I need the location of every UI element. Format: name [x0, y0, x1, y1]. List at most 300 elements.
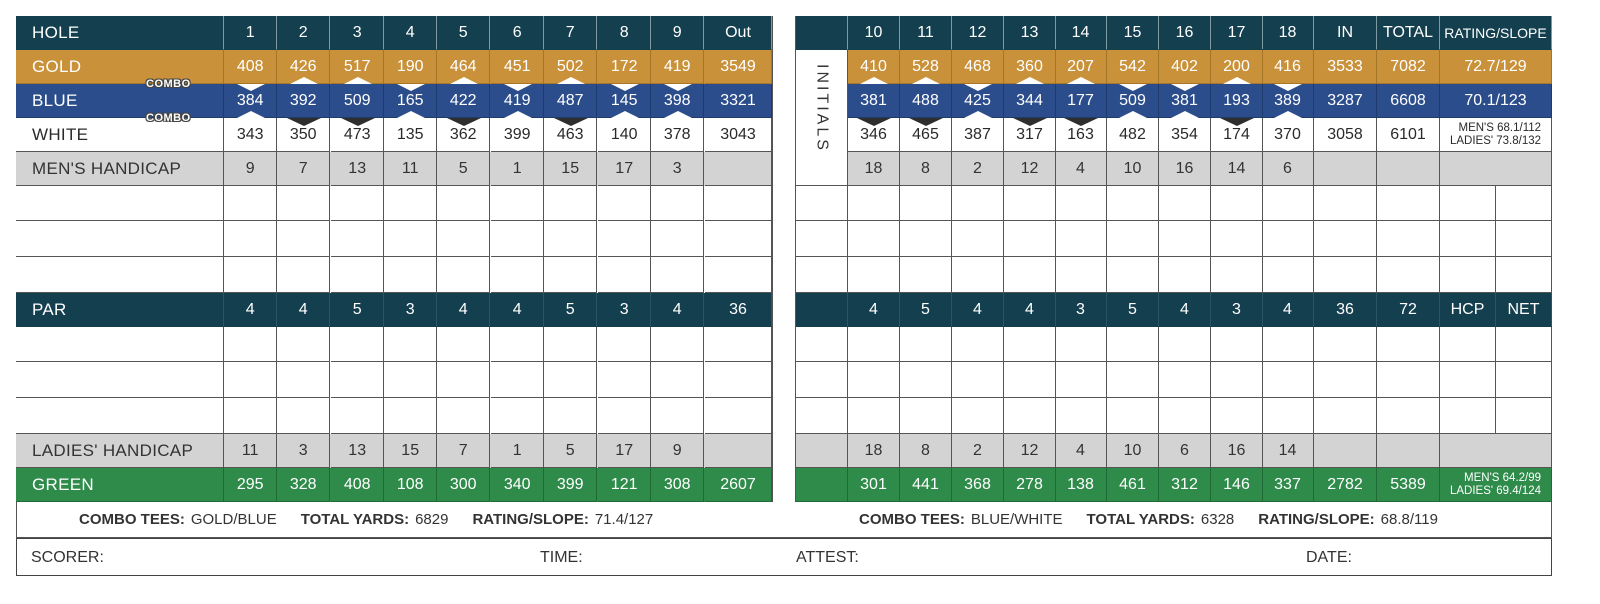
combo-blue-marker-icon	[964, 84, 992, 91]
hole-cell: 5	[544, 434, 597, 468]
hole-cell: 3	[1055, 293, 1107, 327]
combo-blue-marker-icon	[1274, 84, 1302, 91]
score-input[interactable]	[1055, 362, 1107, 398]
initials-input[interactable]	[796, 362, 848, 398]
score-input[interactable]	[331, 186, 384, 221]
player-name-field[interactable]	[16, 398, 224, 434]
player-name-field[interactable]	[16, 362, 224, 398]
score-input[interactable]	[651, 362, 704, 398]
score-input[interactable]	[331, 257, 384, 293]
score-input[interactable]	[1107, 257, 1159, 293]
score-input[interactable]	[224, 221, 277, 257]
signature-row	[16, 538, 1552, 576]
combo-info-back	[859, 511, 1462, 528]
score-input[interactable]	[1004, 221, 1056, 257]
hole-cell: 360	[1004, 50, 1056, 84]
combo-blue-marker-icon	[611, 111, 639, 118]
time-field[interactable]: TIME:	[540, 549, 583, 566]
hole-cell: 346	[848, 118, 900, 152]
score-input[interactable]	[900, 186, 952, 221]
hole-cell: 12	[952, 16, 1004, 50]
hole-cell: 145	[598, 84, 651, 118]
grand-total-input[interactable]	[1377, 186, 1440, 221]
hole-cell: 487	[544, 84, 597, 118]
hole-cell: 381	[1159, 84, 1211, 118]
hole-cell: 4	[437, 293, 490, 327]
hole-cell: 5	[331, 293, 384, 327]
hole-cell: 8	[900, 152, 952, 186]
score-input[interactable]	[1055, 221, 1107, 257]
score-input[interactable]	[384, 398, 437, 434]
rating-slope-header: RATING/SLOPE	[1440, 16, 1552, 50]
combo-blue-marker-icon	[1274, 111, 1302, 118]
score-input[interactable]	[224, 398, 277, 434]
hole-cell: 378	[651, 118, 704, 152]
score-input[interactable]	[1211, 362, 1263, 398]
combo-rs: 71.4/127	[594, 511, 654, 528]
combo-blue-marker-icon	[397, 111, 425, 118]
score-input[interactable]	[1159, 186, 1211, 221]
combo-blue-marker-icon	[1171, 111, 1199, 118]
hcp-input[interactable]	[1440, 186, 1496, 221]
player-name-field[interactable]	[16, 327, 224, 362]
combo-gold-marker-icon	[912, 77, 940, 84]
score-input[interactable]	[598, 362, 651, 398]
score-input[interactable]	[384, 362, 437, 398]
hole-cell: 5	[437, 152, 490, 186]
grand-total-input[interactable]	[1377, 221, 1440, 257]
grand-total-input[interactable]	[1377, 398, 1440, 434]
hole-cell: 165	[384, 84, 437, 118]
date-field[interactable]: DATE:	[1306, 549, 1352, 566]
combo-tees: BLUE/WHITE	[970, 511, 1063, 528]
hole-cell: 10	[848, 16, 900, 50]
row-label: GOLD	[16, 50, 224, 84]
net-input[interactable]	[1496, 362, 1552, 398]
in-total-input[interactable]	[1314, 327, 1377, 362]
score-input[interactable]	[1107, 362, 1159, 398]
hole-cell: 295	[224, 468, 277, 502]
score-input[interactable]	[1055, 327, 1107, 362]
out-cell: 2607	[705, 468, 772, 502]
hole-cell: 461	[1107, 468, 1159, 502]
combo-blue-marker-icon	[504, 84, 532, 91]
hole-cell: 14	[1055, 16, 1107, 50]
score-input[interactable]	[1211, 186, 1263, 221]
score-input[interactable]	[1004, 257, 1056, 293]
combo-white-marker-icon	[447, 118, 481, 126]
score-input[interactable]	[1004, 327, 1056, 362]
hole-cell: 408	[224, 50, 277, 84]
score-input[interactable]	[1107, 186, 1159, 221]
score-input[interactable]	[224, 362, 277, 398]
score-input[interactable]	[491, 398, 544, 434]
hole-cell: 350	[277, 118, 330, 152]
hole-cell: 370	[1262, 118, 1314, 152]
initials-input[interactable]	[796, 257, 848, 293]
score-input[interactable]	[224, 327, 277, 362]
hole-cell: 312	[1159, 468, 1211, 502]
score-input[interactable]	[1159, 257, 1211, 293]
hole-cell: 12	[1004, 152, 1056, 186]
hole-cell: 4	[1055, 152, 1107, 186]
hole-cell: 416	[1262, 50, 1314, 84]
hole-cell: 10	[1107, 152, 1159, 186]
hole-cell: 419	[491, 84, 544, 118]
combo-gold-blue-tag: COMBO	[146, 78, 191, 90]
score-input[interactable]	[1159, 327, 1211, 362]
score-input[interactable]	[1262, 221, 1314, 257]
score-input[interactable]	[277, 398, 330, 434]
combo-rs: 68.8/119	[1380, 511, 1438, 528]
combo-rs-label: RATING/SLOPE:	[472, 511, 589, 528]
in-total-input[interactable]	[1314, 398, 1377, 434]
score-input[interactable]	[331, 362, 384, 398]
combo-blue-marker-icon	[504, 111, 532, 118]
hole-cell: 5	[900, 293, 952, 327]
out-cell	[705, 434, 772, 468]
score-input[interactable]	[544, 327, 597, 362]
combo-white-marker-icon	[554, 118, 588, 126]
score-input[interactable]	[544, 398, 597, 434]
score-input[interactable]	[1107, 221, 1159, 257]
score-input[interactable]	[491, 327, 544, 362]
score-input[interactable]	[491, 221, 544, 257]
score-input[interactable]	[848, 362, 900, 398]
hole-cell: 4	[491, 293, 544, 327]
score-input[interactable]	[952, 221, 1004, 257]
score-input[interactable]	[384, 327, 437, 362]
score-input[interactable]	[437, 257, 490, 293]
hole-cell: 8	[900, 434, 952, 468]
score-input[interactable]	[900, 327, 952, 362]
hole-cell: 278	[1004, 468, 1056, 502]
initials-input[interactable]	[796, 398, 848, 434]
score-input[interactable]	[900, 221, 952, 257]
in-total-input[interactable]	[1314, 186, 1377, 221]
hcp-header: HCP	[1440, 293, 1496, 327]
score-input[interactable]	[848, 221, 900, 257]
in-total-input[interactable]	[1314, 221, 1377, 257]
attest-field[interactable]: ATTEST:	[796, 549, 859, 566]
combo-gold-marker-icon	[557, 77, 585, 84]
score-input[interactable]	[1107, 327, 1159, 362]
hole-cell: 4	[384, 16, 437, 50]
score-input[interactable]	[544, 186, 597, 221]
score-input[interactable]	[277, 327, 330, 362]
hcp-input[interactable]	[1440, 221, 1496, 257]
score-input[interactable]	[1211, 221, 1263, 257]
out-total-input[interactable]	[705, 327, 772, 362]
out-cell: 3321	[705, 84, 772, 118]
combo-blue-marker-icon	[397, 84, 425, 91]
hole-cell: 399	[544, 468, 597, 502]
score-input[interactable]	[952, 327, 1004, 362]
score-input[interactable]	[848, 257, 900, 293]
hole-cell: 4	[1262, 293, 1314, 327]
grand-total-input[interactable]	[1377, 327, 1440, 362]
score-input[interactable]	[491, 362, 544, 398]
hole-cell: 193	[1211, 84, 1263, 118]
score-input[interactable]	[491, 257, 544, 293]
rating-slope-cell: 70.1/123	[1440, 84, 1552, 118]
hole-cell: 4	[848, 293, 900, 327]
score-input[interactable]	[1055, 257, 1107, 293]
combo-gold-marker-icon	[860, 77, 888, 84]
score-input[interactable]	[1262, 398, 1314, 434]
out-total-input[interactable]	[705, 362, 772, 398]
combo-gold-marker-icon	[1016, 77, 1044, 84]
hole-cell: 399	[491, 118, 544, 152]
score-input[interactable]	[1055, 398, 1107, 434]
score-input[interactable]	[848, 398, 900, 434]
out-cell: 3043	[705, 118, 772, 152]
out-total-input[interactable]	[705, 398, 772, 434]
combo-blue-white-tag: COMBO	[146, 112, 191, 124]
hcp-input[interactable]	[1440, 398, 1496, 434]
hole-cell: 17	[598, 152, 651, 186]
net-input[interactable]	[1496, 221, 1552, 257]
score-input[interactable]	[384, 257, 437, 293]
out-cell: 36	[705, 293, 772, 327]
score-input[interactable]	[651, 186, 704, 221]
hole-cell: 517	[331, 50, 384, 84]
hole-cell: 4	[224, 293, 277, 327]
hole-cell: 190	[384, 50, 437, 84]
row-label: HOLE	[16, 16, 224, 50]
score-input[interactable]	[384, 221, 437, 257]
score-input[interactable]	[437, 221, 490, 257]
hcp-input[interactable]	[1440, 257, 1496, 293]
score-input[interactable]	[1211, 257, 1263, 293]
score-input[interactable]	[598, 257, 651, 293]
score-input[interactable]	[900, 362, 952, 398]
score-input[interactable]	[952, 186, 1004, 221]
hole-cell: 328	[277, 468, 330, 502]
player-name-field[interactable]	[16, 186, 224, 221]
score-input[interactable]	[331, 398, 384, 434]
score-input[interactable]	[331, 221, 384, 257]
hole-cell: 13	[331, 152, 384, 186]
rating-slope-cell	[1440, 468, 1552, 502]
hole-cell: 9	[224, 152, 277, 186]
score-input[interactable]	[1262, 327, 1314, 362]
initials-cell	[796, 293, 848, 327]
score-input[interactable]	[651, 398, 704, 434]
combo-gold-marker-icon	[1223, 77, 1251, 84]
score-input[interactable]	[848, 186, 900, 221]
grand-total-input[interactable]	[1377, 362, 1440, 398]
initials-label: INITIALS	[813, 64, 831, 153]
score-input[interactable]	[1055, 186, 1107, 221]
hole-cell: 3	[598, 293, 651, 327]
hole-cell: 121	[598, 468, 651, 502]
in-cell: 3287	[1314, 84, 1377, 118]
initials-cell	[796, 16, 848, 50]
score-input[interactable]	[651, 221, 704, 257]
hole-cell: 4	[277, 293, 330, 327]
player-name-field[interactable]	[16, 257, 224, 293]
out-total-input[interactable]	[705, 221, 772, 257]
combo-blue-marker-icon	[611, 84, 639, 91]
score-input[interactable]	[224, 257, 277, 293]
hole-cell: 140	[598, 118, 651, 152]
initials-input[interactable]	[796, 327, 848, 362]
initials-header	[796, 50, 848, 186]
combo-tees-info	[16, 502, 1552, 538]
hole-cell: 108	[384, 468, 437, 502]
score-input[interactable]	[900, 257, 952, 293]
hcp-input[interactable]	[1440, 362, 1496, 398]
score-input[interactable]	[1004, 186, 1056, 221]
score-input[interactable]	[1211, 398, 1263, 434]
hole-cell: 18	[848, 152, 900, 186]
hole-cell: 11	[224, 434, 277, 468]
combo-gold-marker-icon	[344, 77, 372, 84]
score-input[interactable]	[277, 186, 330, 221]
score-input[interactable]	[1262, 257, 1314, 293]
initials-input[interactable]	[796, 186, 848, 221]
hole-cell: 441	[900, 468, 952, 502]
out-total-input[interactable]	[705, 257, 772, 293]
hole-cell: 488	[900, 84, 952, 118]
hole-cell: 410	[848, 50, 900, 84]
hole-cell: 419	[651, 50, 704, 84]
score-input[interactable]	[1159, 221, 1211, 257]
score-input[interactable]	[848, 327, 900, 362]
hole-cell: 15	[1107, 16, 1159, 50]
score-input[interactable]	[598, 186, 651, 221]
score-input[interactable]	[1004, 362, 1056, 398]
grand-total-input[interactable]	[1377, 257, 1440, 293]
hole-cell: 468	[952, 50, 1004, 84]
hcp-input[interactable]	[1440, 327, 1496, 362]
hole-cell: 7	[437, 434, 490, 468]
hole-cell: 3	[331, 16, 384, 50]
hole-cell: 4	[1004, 293, 1056, 327]
net-input[interactable]	[1496, 257, 1552, 293]
combo-white-marker-icon	[287, 118, 321, 126]
hole-cell: 7	[544, 16, 597, 50]
hole-cell: 10	[1107, 434, 1159, 468]
hole-cell: 17	[1211, 16, 1263, 50]
hole-cell: 464	[437, 50, 490, 84]
score-input[interactable]	[1107, 398, 1159, 434]
combo-blue-marker-icon	[1119, 111, 1147, 118]
score-input[interactable]	[544, 257, 597, 293]
score-input[interactable]	[900, 398, 952, 434]
in-total-input[interactable]	[1314, 362, 1377, 398]
score-input[interactable]	[598, 327, 651, 362]
hole-cell: 317	[1004, 118, 1056, 152]
score-input[interactable]	[1159, 398, 1211, 434]
hole-cell: 528	[900, 50, 952, 84]
initials-input[interactable]	[796, 221, 848, 257]
hole-cell: 14	[1262, 434, 1314, 468]
in-total-input[interactable]	[1314, 257, 1377, 293]
score-input[interactable]	[651, 327, 704, 362]
score-input[interactable]	[491, 186, 544, 221]
ladies-rating: LADIES' 69.4/124	[1449, 484, 1542, 497]
hole-cell: 6	[1159, 434, 1211, 468]
hole-cell: 509	[1107, 84, 1159, 118]
in-cell: 36	[1314, 293, 1377, 327]
score-input[interactable]	[437, 327, 490, 362]
hole-cell: 1	[491, 152, 544, 186]
scorer-field[interactable]: SCORER:	[31, 549, 104, 566]
hole-cell: 163	[1055, 118, 1107, 152]
score-input[interactable]	[224, 186, 277, 221]
score-input[interactable]	[331, 327, 384, 362]
score-input[interactable]	[437, 362, 490, 398]
hole-cell: 384	[224, 84, 277, 118]
hole-cell: 16	[1159, 152, 1211, 186]
score-input[interactable]	[651, 257, 704, 293]
score-input[interactable]	[544, 362, 597, 398]
score-input[interactable]	[1159, 362, 1211, 398]
row-label: BLUE	[16, 84, 224, 118]
hole-cell: 1	[224, 16, 277, 50]
score-input[interactable]	[1262, 362, 1314, 398]
net-input[interactable]	[1496, 186, 1552, 221]
score-input[interactable]	[544, 221, 597, 257]
score-input[interactable]	[598, 398, 651, 434]
hole-cell: 4	[651, 293, 704, 327]
out-total-input[interactable]	[705, 186, 772, 221]
combo-blue-marker-icon	[664, 84, 692, 91]
row-label: MEN'S HANDICAP	[16, 152, 224, 186]
score-input[interactable]	[952, 257, 1004, 293]
combo-white-marker-icon	[909, 118, 943, 126]
score-input[interactable]	[1004, 398, 1056, 434]
hole-cell: 18	[848, 434, 900, 468]
score-input[interactable]	[277, 257, 330, 293]
hole-cell: 200	[1211, 50, 1263, 84]
hole-cell: 177	[1055, 84, 1107, 118]
hole-cell: 135	[384, 118, 437, 152]
rating-slope-cell: 72.7/129	[1440, 50, 1552, 84]
rating-slope-cell	[1440, 118, 1552, 152]
score-input[interactable]	[437, 186, 490, 221]
combo-blue-marker-icon	[1119, 84, 1147, 91]
score-input[interactable]	[952, 362, 1004, 398]
nine-separator	[772, 16, 796, 502]
net-input[interactable]	[1496, 398, 1552, 434]
score-input[interactable]	[437, 398, 490, 434]
hole-cell: 4	[1055, 434, 1107, 468]
net-input[interactable]	[1496, 327, 1552, 362]
score-input[interactable]	[952, 398, 1004, 434]
score-input[interactable]	[277, 221, 330, 257]
score-input[interactable]	[384, 186, 437, 221]
score-input[interactable]	[277, 362, 330, 398]
score-input[interactable]	[1262, 186, 1314, 221]
player-name-field[interactable]	[16, 221, 224, 257]
in-cell: IN	[1314, 16, 1377, 50]
score-input[interactable]	[598, 221, 651, 257]
hole-cell: 542	[1107, 50, 1159, 84]
hole-cell: 392	[277, 84, 330, 118]
hole-cell: 344	[1004, 84, 1056, 118]
hole-cell: 308	[651, 468, 704, 502]
out-cell	[705, 152, 772, 186]
score-input[interactable]	[1211, 327, 1263, 362]
hole-cell: 463	[544, 118, 597, 152]
net-header: NET	[1496, 293, 1552, 327]
hole-cell: 1	[491, 434, 544, 468]
hole-cell: 16	[1211, 434, 1263, 468]
rating-slope-empty	[1440, 434, 1552, 468]
